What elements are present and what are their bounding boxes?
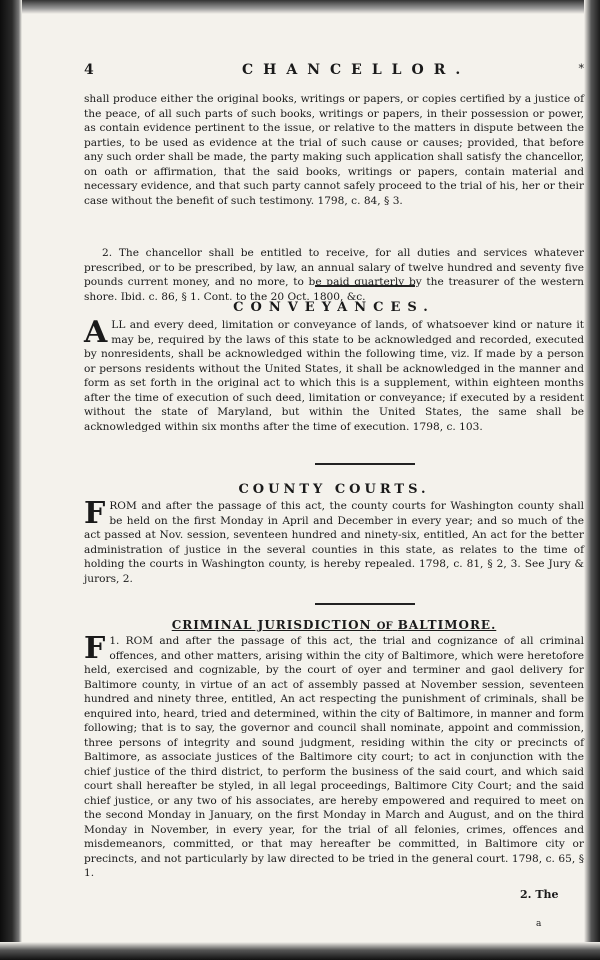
chancellor-continuation: shall produce either the original books, writings or papers, or copies certified by a justice of the peace, of all such parts of such books, writings or papers, in their possession or power, as contain evidence pertinent to the issue, or relative to the matters in dispute between the parties, to be used as evidence at the trial of such cause or causes; provided, that before any such order shall be made, the party making such application shall satisfy the chancellor, on oath or affirmation, that the said books, writings or papers, contain material and necessary evidence, and that such party cannot safely proceed to the trial of his, her or their case without the benefit of such testimony. 1798, c. 84, § 3. [84,93,584,207]
chancellor-salary-text: 2. The chancellor shall be entitled to receive, for all duties and services whatever prescribed, or to be prescribed, by law, an annual salary of twelve hundred and seventy five pounds current money, and no more, to be paid quarterly by the treasurer of the western shore. Ibid. c. 86, § 1. Cont. to the 20 Oct. 1800, &c. [84,247,584,303]
catchword: 2. The [520,888,559,901]
chancellor-salary-paragraph [84,246,584,304]
conveyances-text: LL and every deed, limitation or conveyance of lands, of whatsoever kind or nature it may be, required by the laws of this state to be acknowledged and recorded, executed by nonresidents, shall be acknowledged within the following time, viz. If made by a person or persons residents without the United States, it shall be acknowledged in the manner and form as set forth in the original act to which this is a supplement, within eighteen months after the time of execution of such deed, limitation or conveyance; if executed by a resident without the state of Maryland, but within the United States, the same shall be acknowledged within six months after the time of execution. 1798, c. 103. [84,319,584,433]
section-divider [315,285,415,287]
conveyances-heading: CONVEYANCES. [233,300,435,315]
signature-mark: a [536,919,542,929]
criminal-jurisdiction-paragraph [84,631,584,881]
section-divider [315,603,415,605]
conveyances-paragraph [84,315,584,434]
drop-cap: F [84,631,106,666]
county-courts-paragraph [84,496,584,586]
corner-mark: * [578,62,584,75]
criminal-heading-place: BALTIMORE. [397,618,497,632]
page-number: 4 [84,62,94,78]
page-header [84,62,584,82]
drop-cap: F [84,496,106,531]
criminal-jurisdiction-heading [84,618,584,632]
criminal-jurisdiction-text: ROM and after the passage of this act, the trial and cognizance of all criminal offences, and other matters, arising within the city of Baltimore, which were heretofore held, exercised and cognizable, by the court of oyer and terminer and gaol delivery for Baltimore county, in virtue of an act of assembly passed at November session, seventeen hundred and ninety three, entitled, An act respecting the punishment of criminals, shall be enquired into, heard, tried and determined, within the city of Baltimore, in manner and form following; that is to say, the governor and council shall nominate, appoint and commission, three persons of integrity and sound judgment, residing within the city or precincts of Baltimore, as associate justices of the Baltimore city court; to act in conjunction with the chief justice of the third district, to perform the business of the said court, and which said court shall hereafter be styled, in all legal proceedings, Baltimore City Court; and the said chief justice, or any two of his associates, are hereby empowered and required to meet on the second Monday in January, on the first Monday in March and August, and on the third Monday in November, in every year, for the trial of all felonies, crimes, offences and misdemeanors, committed, or that may hereafter be committed, in Baltimore city or precincts, and not particularly by law directed to be tried in the general court. 1798, c. 65, § 1. [84,635,584,879]
running-head: CHANCELLOR. [242,62,471,78]
criminal-heading-main: CRIMINAL JURISDICTION [171,618,372,632]
scan-edge-top [0,0,600,14]
section-divider [315,463,415,465]
county-courts-heading: COUNTY COURTS. [238,482,430,497]
scan-edge-left [0,0,22,960]
section-number: 1. [109,635,120,647]
county-courts-text: ROM and after the passage of this act, the county courts for Washington county shall be held on the first Monday in April and December in every year; and so much of the act passed at Nov. session, seventeen hundred and ninety-six, entitled, An act for the better administration of justice in the several counties in this state, as relates to the time of holding the courts in Washington county, is hereby repealed. 1798, c. 81, § 2, 3. See Jury & jurors, 2. [84,500,584,585]
drop-cap: A [84,315,108,350]
scan-edge-right [584,0,600,960]
criminal-heading-of: OF [376,621,393,632]
scan-edge-bottom [0,942,600,960]
